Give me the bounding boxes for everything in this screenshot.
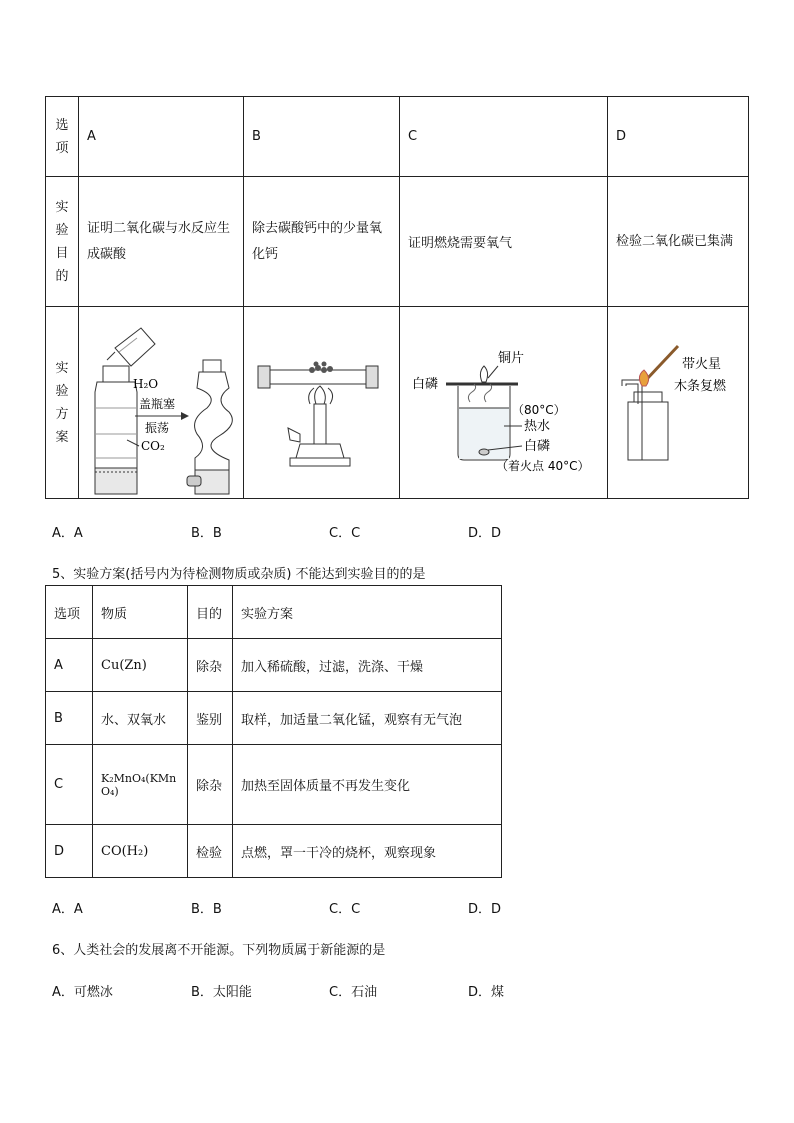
q5-answer-a[interactable]: A．A (52, 902, 83, 917)
shake-label: 振荡 (145, 420, 170, 435)
arrow-head-icon (181, 412, 189, 420)
q5-row-purpose: 除杂 (188, 745, 233, 825)
q4-plan-b (244, 307, 400, 499)
q4-plan-row (46, 307, 749, 499)
q4-purpose-c: 证明燃烧需要氧气 (400, 177, 608, 307)
q5-row-purpose: 鉴别 (188, 692, 233, 745)
q5-stem: 5、实验方案(括号内为待检测物质或杂质) 不能达到实验目的的是 (52, 567, 426, 582)
q5-row-purpose: 检验 (188, 825, 233, 878)
cap-label: 盖瓶塞 (139, 396, 176, 411)
q4-answer-a[interactable]: A．A (52, 526, 83, 541)
q5-row-c (46, 745, 502, 825)
pouring-beaker-icon (107, 328, 155, 366)
alcohol-burner-icon (288, 404, 350, 466)
copper-label: 铜片 (498, 350, 525, 366)
gas-collection-figure (608, 308, 748, 498)
q5-row-option: D (46, 825, 93, 878)
q4-table (45, 96, 749, 499)
flame-icon (309, 386, 333, 404)
splint-line1: 带火星 (682, 356, 722, 372)
q5-header-row (46, 586, 502, 639)
water-label: H₂O (133, 376, 159, 391)
q5-row-substance: Cu(Zn) (93, 639, 188, 692)
q4-purpose-b: 除去碳酸钙中的少量氧化钙 (244, 177, 400, 307)
q4-purpose-d: 检验二氧化碳已集满 (608, 177, 749, 307)
q4-option-label: 选项 (46, 97, 79, 177)
q4-option-a: A (79, 97, 244, 177)
q5-header-purpose: 目的 (188, 586, 233, 639)
q4-option-c: C (400, 97, 608, 177)
q4-answer-d[interactable]: D．D (468, 526, 502, 541)
q5-row-substance: K₂MnO₄(KMnO₄) (93, 745, 188, 825)
q5-row-d (46, 825, 502, 878)
q5-row-purpose: 除杂 (188, 639, 233, 692)
q5-row-option: C (46, 745, 93, 825)
q6-stem: 6、人类社会的发展离不开能源。下列物质属于新能源的是 (52, 943, 386, 958)
q5-table (45, 585, 502, 878)
splint-line2: 木条复燃 (674, 378, 727, 394)
q5-header-substance: 物质 (93, 586, 188, 639)
q6-answer-c[interactable]: C．石油 (329, 985, 378, 1000)
q4-option-b: B (244, 97, 400, 177)
q5-row-a (46, 639, 502, 692)
co2-bottle-icon (95, 366, 137, 494)
q4-plan-d (608, 307, 749, 499)
q4-purpose-label: 实验目的 (46, 177, 79, 307)
crushed-bottle-icon (195, 360, 233, 494)
hot-water-label: 热水 (524, 418, 551, 434)
q4-option-row (46, 97, 749, 177)
copper-pointer (488, 366, 498, 378)
q5-row-plan: 点燃，罩一干冷的烧杯，观察现象 (233, 825, 502, 878)
heating-tube-figure (244, 308, 399, 498)
q5-row-substance: CO(H₂) (93, 825, 188, 878)
white-p-bottom-label: 白磷 (524, 438, 551, 454)
q4-plan-label: 实验方案 (46, 307, 79, 499)
q4-plan-a (79, 307, 244, 499)
white-p-top-label: 白磷 (412, 376, 439, 392)
q5-row-plan: 加入稀硫酸，过滤，洗涤、干燥 (233, 639, 502, 692)
q4-purpose-a: 证明二氧化碳与水反应生成碳酸 (79, 177, 244, 307)
bottle-cap-icon (187, 476, 201, 486)
q5-header-option: 选项 (46, 586, 93, 639)
q5-answer-d[interactable]: D．D (468, 902, 502, 917)
combustion-figure (400, 308, 607, 498)
bottles-co2-figure (79, 308, 243, 498)
burning-splint-icon (639, 346, 678, 386)
q6-answer-a[interactable]: A．可燃冰 (52, 985, 113, 1000)
q4-purpose-row (46, 177, 749, 307)
q5-row-option: B (46, 692, 93, 745)
gas-bottle-icon (622, 380, 668, 460)
q5-row-b (46, 692, 502, 745)
q5-row-substance: 水、双氧水 (93, 692, 188, 745)
q5-row-plan: 取样，加适量二氧化锰，观察有无气泡 (233, 692, 502, 745)
q5-header-plan: 实验方案 (233, 586, 502, 639)
q4-option-d: D (608, 97, 749, 177)
q6-answer-d[interactable]: D．煤 (468, 985, 505, 1000)
q4-answer-c[interactable]: C．C (329, 526, 361, 541)
q6-answer-b[interactable]: B．太阳能 (191, 985, 252, 1000)
burning-phosphorus-flame-icon (480, 366, 487, 382)
temp-label: （80°C） (512, 402, 566, 417)
q4-plan-c (400, 307, 608, 499)
q5-row-option: A (46, 639, 93, 692)
q5-row-plan: 加热至固体质量不再发生变化 (233, 745, 502, 825)
ignition-label: （着火点 40°C） (496, 458, 590, 473)
q5-answer-b[interactable]: B．B (191, 902, 222, 917)
q4-answer-b[interactable]: B．B (191, 526, 222, 541)
co2-label: CO₂ (141, 438, 165, 453)
q5-answer-c[interactable]: C．C (329, 902, 361, 917)
